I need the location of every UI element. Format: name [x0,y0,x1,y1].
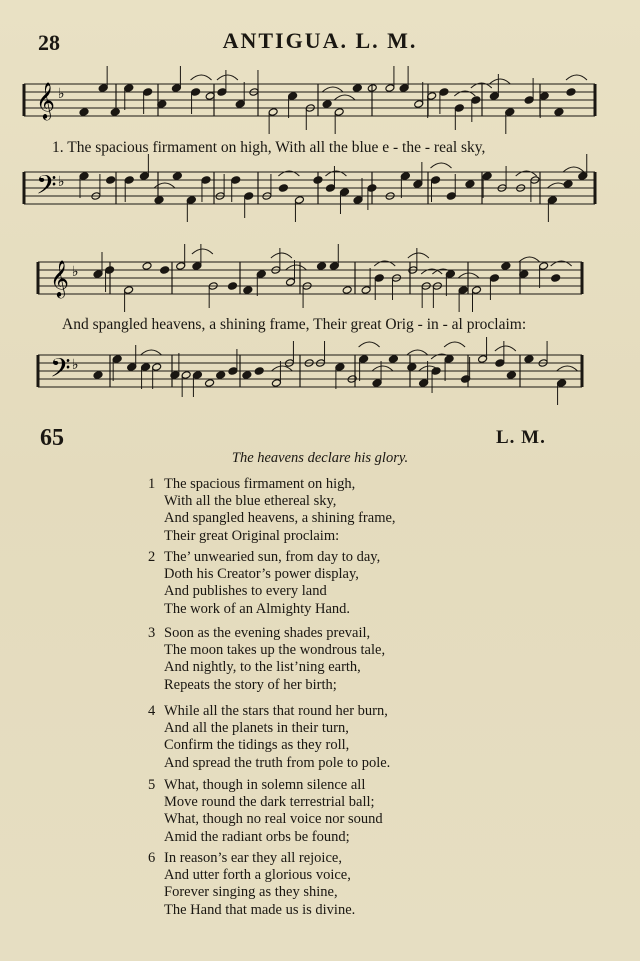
note-head [578,172,588,181]
stanza-line: Soon as the evening shades prevail, [164,625,371,641]
note-head [294,196,304,205]
lyric-line-1: 1. The spacious firmament on high, With all the blue e - the - real sky, [52,139,486,156]
stanza-number: 2 [148,549,156,565]
hymn-subtitle: The heavens declare his glory. [231,450,409,466]
stanza-number: 6 [148,850,156,866]
stanza-line: Forever singing as they shine, [164,884,338,901]
note-head [563,180,573,189]
note-head [329,262,339,271]
note-head [313,176,323,185]
note-head [419,379,429,388]
note-head [465,180,475,189]
stanza [148,549,380,618]
note-head [231,176,241,185]
note-head [472,286,482,295]
slur [192,249,213,254]
slur [217,75,238,80]
note-head [154,196,164,205]
slur [372,366,393,371]
page-number: 28 [38,30,60,55]
note-head [142,262,152,271]
note-head [172,172,182,181]
stanza-line: And nightly, to the list’ning earth, [164,659,361,676]
note-head [566,88,576,97]
note-head [334,108,344,117]
stanza [148,625,385,694]
stanza [148,476,396,545]
note-head [478,355,488,364]
slur [141,350,162,355]
slur [359,342,380,347]
slur [286,265,307,270]
note-head [216,371,226,380]
hymn-number: 65 [40,425,64,451]
note-head [124,84,134,93]
note-head [359,355,369,364]
stanza-line: The Hand that made us is divine. [164,901,356,918]
note-head [176,262,186,271]
stanza-line: Their great Original proclaim: [164,527,340,544]
slur [519,257,540,262]
note-head [112,355,122,364]
note-head [489,274,499,283]
note-head [160,266,170,275]
stanza-line: And spangled heavens, a shining frame, [164,510,396,527]
note-head [400,172,410,181]
note-head [322,100,332,109]
note-head [152,363,162,372]
note-head [342,286,352,295]
slur [322,87,343,92]
note-head [186,196,196,205]
stanza-line: And spread the truth from pole to pole. [164,754,391,771]
staff-systems [24,66,595,405]
note-head [495,359,505,368]
note-head [141,363,151,372]
stanza-number: 3 [148,625,156,641]
clef: 𝄢 [36,169,57,207]
slur [408,253,429,258]
note-head [399,84,409,93]
note-head [93,371,103,380]
note-head [243,286,253,295]
note-head [367,184,377,193]
note-head [286,278,296,287]
note-head [235,100,245,109]
note-head [374,274,384,283]
note-head [335,363,345,372]
note-head [124,176,134,185]
note-head [471,96,481,105]
note-head [201,176,211,185]
tune-title: ANTIGUA. L. M. [222,28,418,53]
slur [271,366,292,371]
note-head [458,286,468,295]
slur [334,95,355,100]
note-head [554,108,564,117]
note-head [388,355,398,364]
note-head [268,108,278,117]
slur [566,75,587,80]
note-head [431,367,441,376]
stanza-line: The moon takes up the wondrous tale, [164,642,386,659]
note-head [340,188,350,197]
note-head [105,266,115,275]
music-score [0,0,640,420]
note-head [124,286,134,295]
note-head [171,84,181,93]
slur [431,163,452,168]
note-head [227,282,237,291]
note-head [524,355,534,364]
clef: 𝄞 [50,259,69,297]
note-head [217,88,227,97]
note-head [288,92,298,101]
note-head [454,104,464,113]
note-head [98,84,108,93]
note-head [414,100,424,109]
stanza-line: The work of an Almighty Hand. [164,600,351,617]
lyric-line-2: And spangled heavens, a shining frame, Their great Orig - in - al proclaim: [62,316,527,333]
note-head [446,192,456,201]
note-head [256,270,266,279]
slur [557,366,578,371]
note-head [439,88,449,97]
key-signature: ♭ [58,86,65,102]
note-head [79,108,89,117]
stanza-line: In reason’s ear they all rejoice, [164,850,342,866]
slur [444,342,465,347]
note-head [79,172,89,181]
note-head [407,363,417,372]
note-head [557,379,567,388]
note-head [385,84,395,93]
note-head [192,262,202,271]
stanza-number: 1 [148,476,156,492]
stanza [148,850,355,919]
note-head [361,286,371,295]
note-head [139,172,149,181]
note-head [489,92,499,101]
note-head [127,363,137,372]
stanza-line: What, though in solemn silence all [164,777,366,793]
note-head [431,176,441,185]
note-head [110,108,120,117]
stanza-line: And publishes to every land [164,583,327,600]
note-head [506,371,516,380]
note-head [372,379,382,388]
slur [489,79,510,84]
slur [458,273,479,278]
note-head [501,262,511,271]
note-head [445,270,455,279]
hymn-meter: L. M. [496,427,546,448]
note-head [205,379,215,388]
note-head [444,355,454,364]
slur [563,167,584,172]
stanza-line: With all the blue ethereal sky, [164,493,337,510]
key-signature: ♭ [72,357,79,373]
stanza-number: 4 [148,703,156,719]
slur [407,350,428,355]
note-head [353,196,363,205]
stanza [148,777,383,846]
note-head [352,84,362,93]
stanza-line: Confirm the tidings as they roll, [164,737,350,754]
note-head [191,88,201,97]
stanza-line: And utter forth a glorious voice, [164,867,351,884]
note-head [242,371,252,380]
note-head [106,176,116,185]
clef: 𝄞 [36,81,55,119]
note-head [271,379,281,388]
note-head [192,371,202,380]
note-head [539,92,549,101]
note-head [482,172,492,181]
note-head [539,262,549,271]
slur [495,346,516,351]
stanza-line: Doth his Creator’s power display, [164,566,359,583]
note-head [254,367,264,376]
stanza-line: Move round the dark terrestrial ball; [164,794,375,811]
note-head [143,88,153,97]
stanza [148,703,390,772]
stanza-line: What, though no real voice nor sound [164,811,383,828]
note-head [325,184,335,193]
note-head [413,180,423,189]
stanza-line: And all the planets in their turn, [164,720,349,737]
stanza-line: Repeats the story of her birth; [164,676,337,693]
note-head [551,274,561,283]
key-signature: ♭ [72,264,79,280]
note-head [524,96,534,105]
slur [154,183,175,188]
key-signature: ♭ [58,174,65,190]
clef: 𝄢 [50,352,71,390]
note-head [505,108,515,117]
note-head [461,375,471,384]
stanza-line: Amid the radiant orbs be found; [164,828,350,845]
stanza-line: While all the stars that round her burn, [164,703,388,719]
note-head [547,196,557,205]
stanza-number: 5 [148,777,156,793]
note-head [278,184,288,193]
note-head [228,367,238,376]
stanza-line: The’ unwearied sun, from day to day, [164,549,381,565]
slur [191,75,212,80]
note-head [181,371,191,380]
note-head [244,192,254,201]
slur [271,253,292,258]
note-head [93,270,103,279]
stanza-line: The spacious firmament on high, [164,476,356,492]
note-head [317,262,327,271]
